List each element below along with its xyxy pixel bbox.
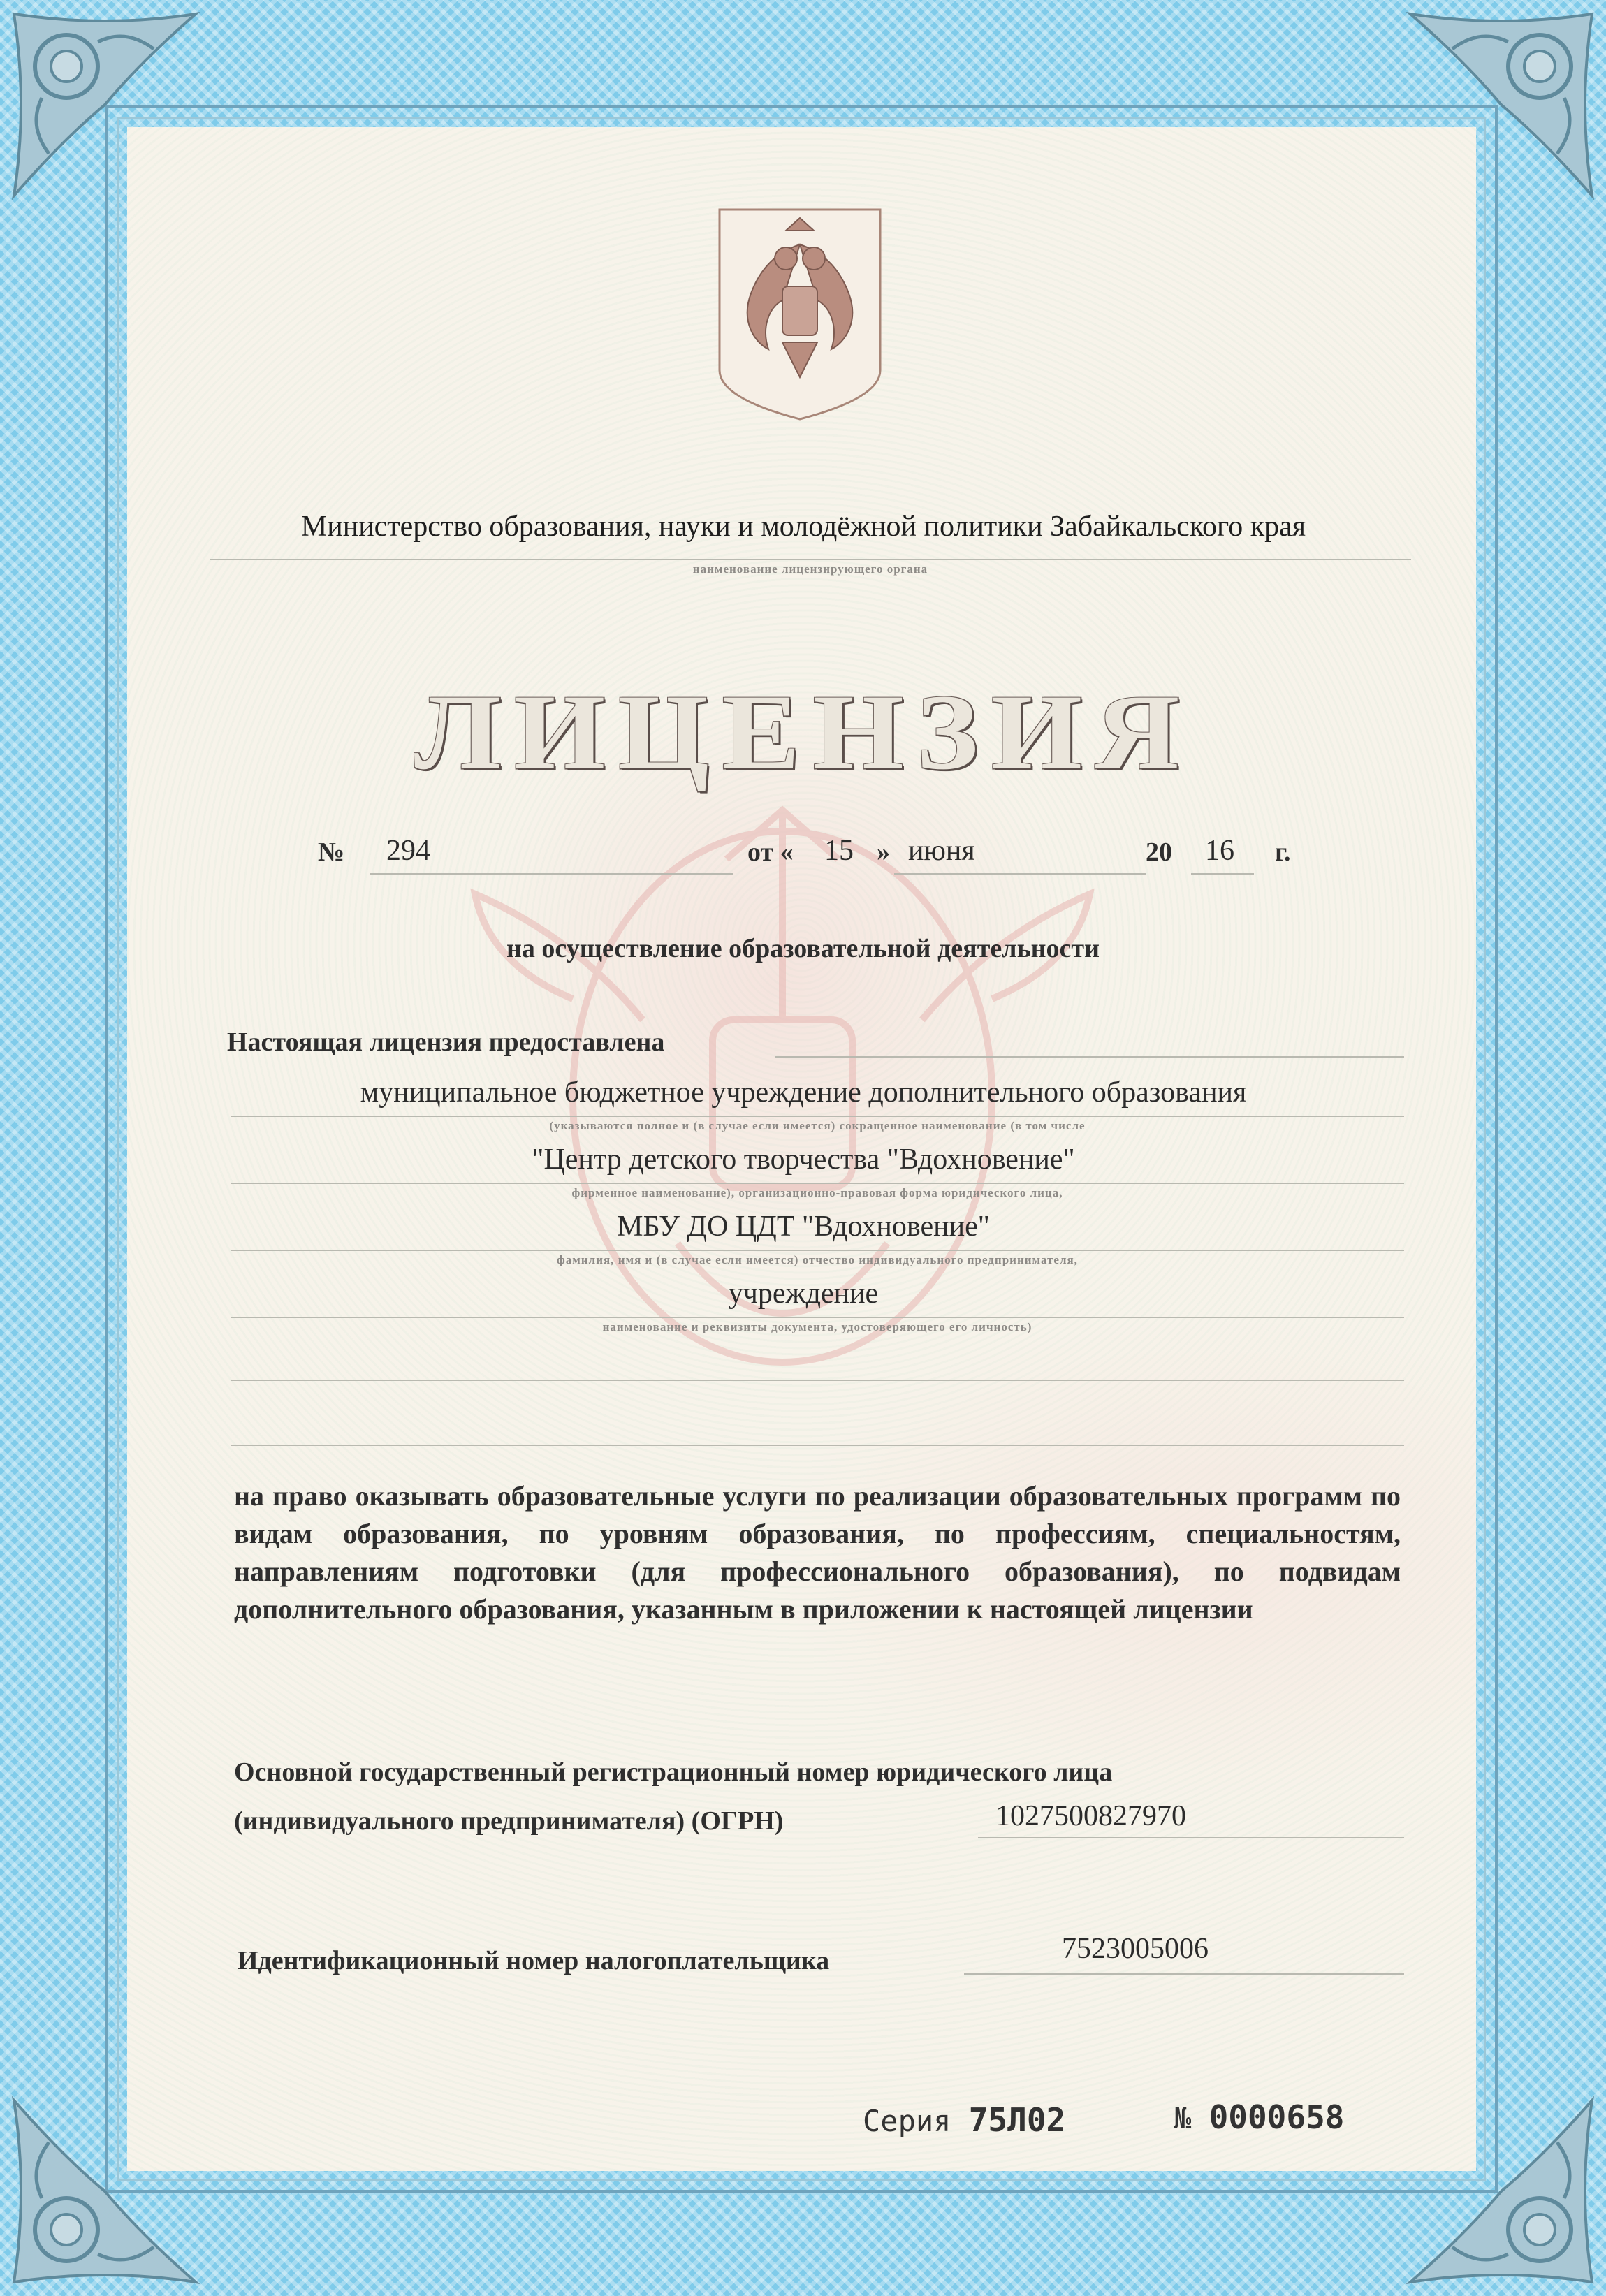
underline: [1191, 873, 1254, 875]
underline: [231, 1183, 1404, 1184]
caption-legal-form: фирменное наименование), организационно-правовая форма юридического лица,: [571, 1186, 1063, 1199]
authority-caption: наименование лицензирующего органа: [692, 562, 928, 576]
underline: [231, 1250, 1404, 1251]
granted-label: Настоящая лицензия предоставлена: [227, 1028, 665, 1057]
document-title: ЛИЦЕНЗИЯ: [414, 672, 1192, 792]
year-prefix: 20: [1146, 838, 1172, 867]
blank-number-label: №: [1174, 2101, 1192, 2135]
coat-of-arms-icon: [713, 203, 887, 426]
year-suffix: 16: [1205, 835, 1234, 867]
underline: [231, 1317, 1404, 1318]
underline: [231, 1380, 1404, 1381]
licensee-legal-form: учреждение: [728, 1278, 879, 1310]
blank-series: [863, 2101, 1065, 2139]
license-rights-text: на право оказывать образовательные услуги по реализации образовательных программ по видам образования, по уровням образования, по профессиям, специальностям, направлениям подготовки (для профессионального образования), по подвидам дополнительного образования, указанным в приложении к настоящей лицензии: [234, 1480, 1401, 1625]
ogrn-label-line2: (индивидуального предпринимателя) (ОГРН): [234, 1806, 784, 1836]
underline: [964, 1973, 1404, 1975]
series-label: Серия: [863, 2104, 951, 2138]
underline: [894, 873, 1146, 875]
underline: [978, 1837, 1404, 1838]
licensee-brand-name: "Центр детского творчества "Вдохновение": [532, 1143, 1075, 1176]
licensee-full-name: муниципальное бюджетное учреждение дополнительного образования: [360, 1076, 1247, 1109]
license-day: 15: [824, 835, 854, 867]
date-close-quote: »: [877, 838, 890, 867]
ogrn-label-line1: Основной государственный регистрационный номер юридического лица: [234, 1757, 1113, 1787]
underline: [231, 1445, 1404, 1446]
licensing-authority: [140, 510, 1467, 543]
underline: [370, 873, 733, 875]
activity-type: на осуществление образовательной деятельности: [506, 934, 1100, 963]
license-number-label: №: [318, 838, 345, 867]
inn-label: Идентификационный номер налогоплательщика: [238, 1946, 830, 1975]
caption-name: (указываются полное и (в случае если имеется) сокращенное наименование (в том числе: [549, 1119, 1086, 1132]
licensee-short-name: МБУ ДО ЦДТ "Вдохновение": [617, 1211, 990, 1243]
blank-number: [1174, 2098, 1344, 2136]
underline: [775, 1056, 1404, 1058]
ogrn-value: 1027500827970: [995, 1800, 1186, 1832]
license-number: 294: [386, 835, 430, 867]
license-month: июня: [908, 835, 975, 867]
year-label: г.: [1275, 838, 1291, 867]
caption-entrepreneur: фамилия, имя и (в случае если имеется) отчество индивидуального предпринимателя,: [557, 1253, 1078, 1266]
date-from-label: от «: [747, 838, 794, 867]
authority-name: Министерство образования, науки и молодёжной политики Забайкальского края: [300, 511, 1306, 543]
caption-identity-document: наименование и реквизиты документа, удостоверяющего его личность): [602, 1320, 1032, 1333]
inn-value: 7523005006: [1062, 1933, 1209, 1965]
underline: [231, 1116, 1404, 1117]
underline: [210, 559, 1411, 560]
series-value: 75Л02: [968, 2101, 1066, 2139]
blank-number-value: 0000658: [1209, 2098, 1345, 2136]
